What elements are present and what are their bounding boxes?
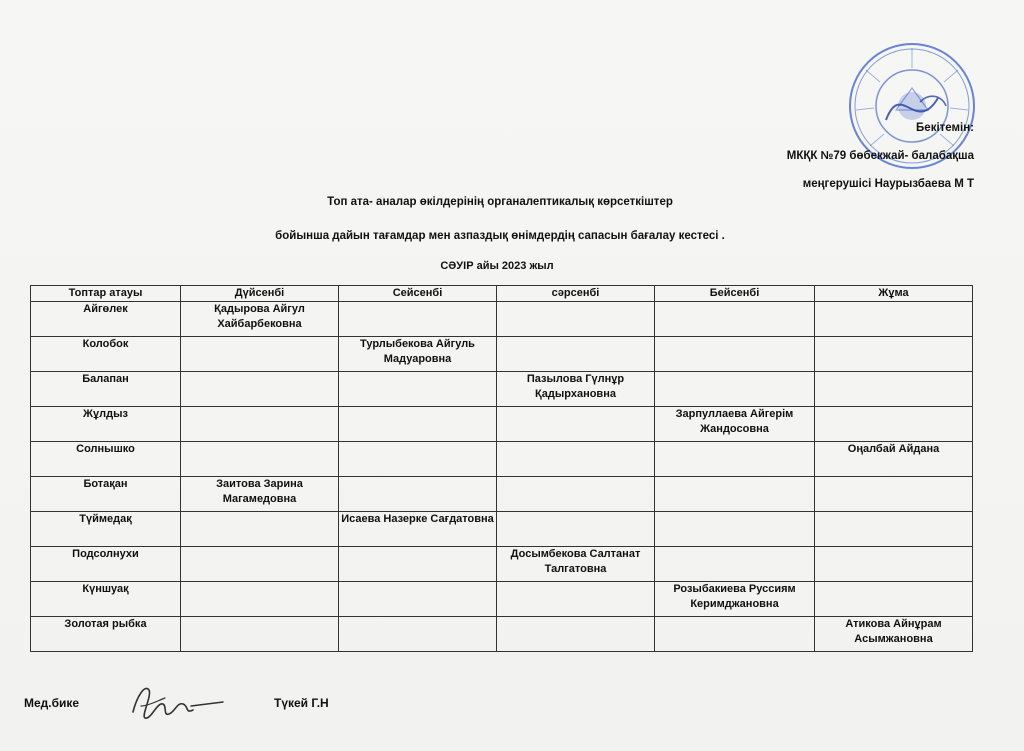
cell-thursday (655, 547, 815, 582)
cell-friday (815, 582, 973, 617)
cell-monday: Қадырова Айгул Хайбарбековна (181, 302, 339, 337)
handwritten-signature (119, 676, 229, 726)
cell-thursday (655, 477, 815, 512)
cell-friday (815, 547, 973, 582)
cell-friday (815, 302, 973, 337)
cell-tuesday (339, 547, 497, 582)
cell-tuesday (339, 617, 497, 652)
cell-group: Золотая рыбка (31, 617, 181, 652)
cell-monday (181, 582, 339, 617)
table-row (31, 582, 973, 617)
cell-tuesday: Исаева Назерке Сағдатовна (339, 512, 497, 547)
table-row (31, 617, 973, 652)
cell-tuesday (339, 442, 497, 477)
cell-wednesday (497, 582, 655, 617)
cell-thursday (655, 372, 815, 407)
cell-wednesday (497, 617, 655, 652)
cell-group: Жұлдыз (31, 407, 181, 442)
cell-monday (181, 512, 339, 547)
cell-tuesday (339, 477, 497, 512)
cell-group: Солнышко (31, 442, 181, 477)
cell-thursday (655, 302, 815, 337)
cell-wednesday (497, 477, 655, 512)
approval-organization: МКҚК №79 бөбекжай- балабақша (786, 150, 974, 162)
cell-wednesday (497, 442, 655, 477)
header-group: Топтар атауы (31, 286, 181, 302)
cell-friday (815, 337, 973, 372)
cell-group: Колобок (31, 337, 181, 372)
cell-group: Түймедақ (31, 512, 181, 547)
header-tuesday: Сейсенбі (339, 286, 497, 302)
cell-thursday (655, 512, 815, 547)
table-row (31, 407, 973, 442)
cell-friday (815, 512, 973, 547)
cell-group: Ботақан (31, 477, 181, 512)
cell-monday (181, 337, 339, 372)
cell-friday (815, 477, 973, 512)
cell-friday (815, 407, 973, 442)
cell-thursday: Зарпуллаева Айгерім Жандосовна (655, 407, 815, 442)
title-period: СӘУІР айы 2023 жыл (440, 260, 554, 272)
table-row (31, 442, 973, 477)
cell-monday (181, 617, 339, 652)
cell-wednesday (497, 512, 655, 547)
cell-monday (181, 442, 339, 477)
cell-thursday (655, 442, 815, 477)
cell-monday: Заитова Зарина Магамедовна (181, 477, 339, 512)
header-thursday: Бейсенбі (655, 286, 815, 302)
cell-wednesday (497, 337, 655, 372)
table-row (31, 547, 973, 582)
title-line-2: бойынша дайын тағамдар мен азпаздық өнімдердің сапасын бағалау кестесі . (275, 230, 725, 242)
cell-thursday: Розыбакиева Руссиям Керимджановна (655, 582, 815, 617)
cell-wednesday: Пазылова Гүлнұр Қадырхановна (497, 372, 655, 407)
table-body (31, 302, 973, 652)
cell-monday (181, 372, 339, 407)
header-wednesday: сәрсенбі (497, 286, 655, 302)
cell-thursday (655, 337, 815, 372)
approval-label: Бекітемін: (916, 122, 974, 134)
title-line-1: Топ ата- аналар өкілдерінің органалептикалық көрсеткіштер (327, 196, 673, 208)
evaluation-schedule-table (30, 285, 973, 652)
table-header-row (31, 286, 973, 302)
cell-wednesday (497, 407, 655, 442)
cell-group: Айгөлек (31, 302, 181, 337)
cell-tuesday (339, 302, 497, 337)
approval-head: меңгерушісі Наурызбаева М Т (802, 178, 974, 190)
cell-friday: Атикова Айнұрам Асымжановна (815, 617, 973, 652)
cell-monday (181, 547, 339, 582)
cell-wednesday: Досымбекова Салтанат Талгатовна (497, 547, 655, 582)
cell-tuesday (339, 407, 497, 442)
cell-group: Күншуақ (31, 582, 181, 617)
cell-wednesday (497, 302, 655, 337)
cell-tuesday (339, 582, 497, 617)
signer-name: Түкей Г.Н (274, 696, 329, 710)
signer-role: Мед.бике (24, 696, 80, 710)
cell-tuesday (339, 372, 497, 407)
cell-group: Балапан (31, 372, 181, 407)
cell-monday (181, 407, 339, 442)
cell-thursday (655, 617, 815, 652)
table-row (31, 512, 973, 547)
table-row (31, 302, 973, 337)
header-monday: Дүйсенбі (181, 286, 339, 302)
header-friday: Жұма (815, 286, 973, 302)
signature-footer (14, 690, 614, 730)
table-row (31, 477, 973, 512)
cell-friday: Оңалбай Айдана (815, 442, 973, 477)
table-row (31, 337, 973, 372)
approval-block (554, 114, 974, 198)
table-row (31, 372, 973, 407)
cell-group: Подсолнухи (31, 547, 181, 582)
cell-tuesday: Турлыбекова Айгуль Мадуаровна (339, 337, 497, 372)
cell-friday (815, 372, 973, 407)
